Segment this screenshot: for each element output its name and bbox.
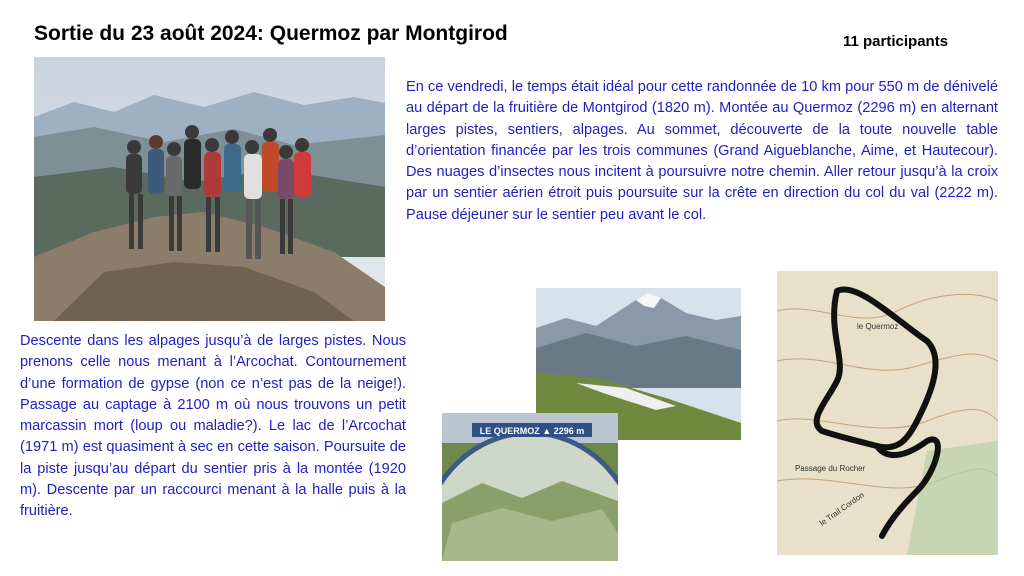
- map-label-passage: Passage du Rocher: [795, 464, 866, 473]
- descent-paragraph: Descente dans les alpages jusqu’à de larges pistes. Nous prenons celle nous menant à l’Arcochat. Contournement d’une formation de gypse (non ce n’est pas de la neige!). Passage au captage à 2100 m où nous trouvons un petit marcassin mort (loup ou maladie?). Le lac de l’Arcochat (1971 m) est quasiment à sec en cette saison. Poursuite de la piste jusqu’au départ du sentier pris à la montée (1920 m). Descente par un raccourci menant à la halle puis à la fruitière.: [20, 333, 406, 520]
- map-label-summit: le Quermoz: [857, 322, 899, 331]
- orientation-table-label: LE QUERMOZ ▲ 2296 m: [479, 426, 585, 436]
- group-summit-photo: [34, 57, 385, 321]
- orientation-table-photo: [442, 413, 618, 561]
- intro-paragraph: En ce vendredi, le temps était idéal pour cette randonnée de 10 km pour 550 m de dénivelé au départ de la fruitière de Montgirod (1820 m). Montée au Quermoz (2296 m) en alternant larges pistes, sentiers, alpages. Au sommet, découverte de la toute nouvelle table d’orientation financée par les trois communes (Grand Aigueblanche, Aime, et Hautecour). Des nuages d’insectes nous incitent à poursuivre notre chemin. Aller retour jusqu’à la croix par un sentier aérien étroit puis poursuite sur la crête en direction du col du val (2222 m). Pause déjeuner sur le sentier peu avant le col.: [406, 79, 998, 223]
- participant-count: 11 participants: [843, 33, 949, 50]
- route-map-photo: [777, 271, 998, 555]
- map-label-trail: le Trail Cordon: [817, 490, 866, 528]
- page-title: Sortie du 23 août 2024: Quermoz par Montgirod: [34, 22, 508, 45]
